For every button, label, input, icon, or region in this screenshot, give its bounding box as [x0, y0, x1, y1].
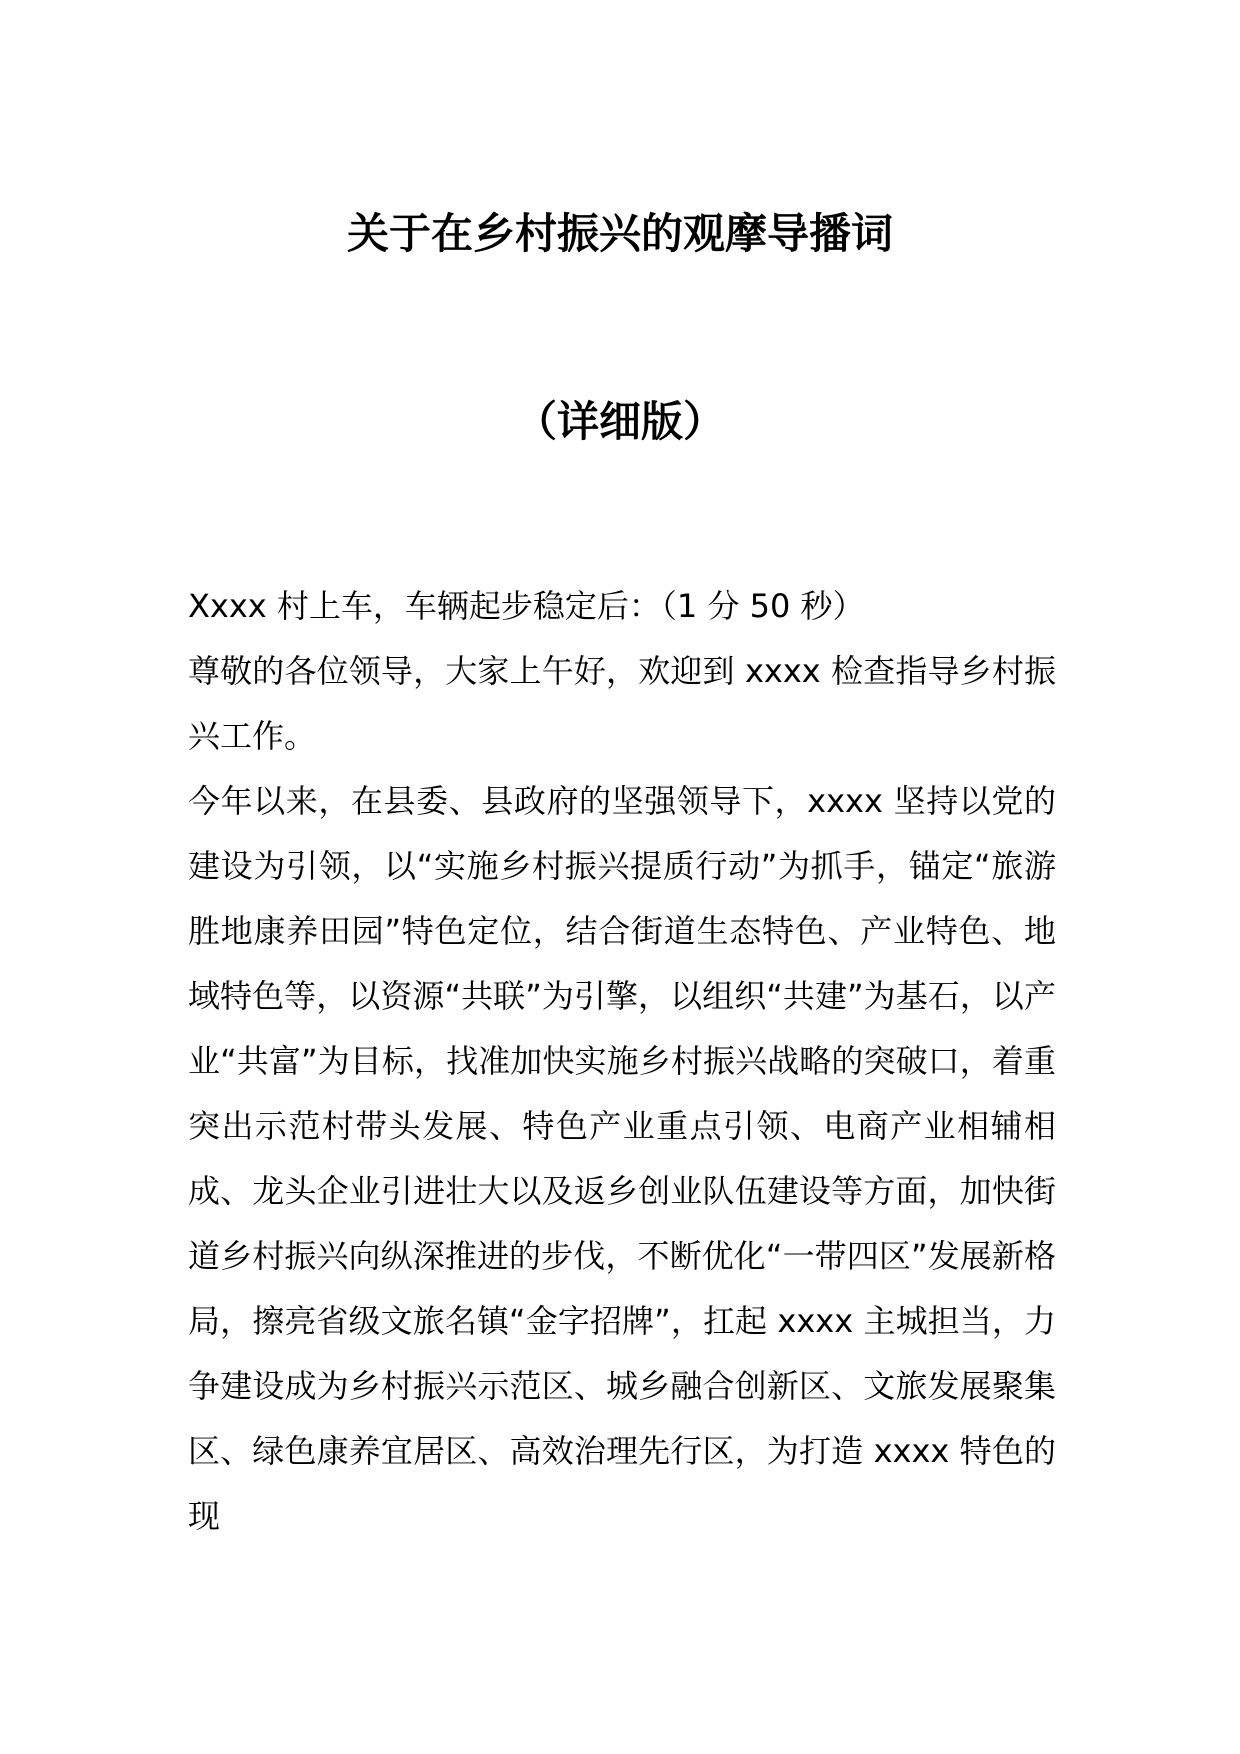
paragraph-greeting: 尊敬的各位领导，大家上午好，欢迎到 xxxx 检查指导乡村振兴工作。 [188, 652, 1056, 755]
document-title: 关于在乡村振兴的观摩导播词 [346, 209, 893, 258]
document-subtitle: （详细版） [514, 397, 725, 446]
paragraph-overview: 今年以来，在县委、县政府的坚强领导下，xxxx 坚持以党的建设为引领，以“实施乡村振兴提质行动”为抓手，锚定“旅游胜地康养田园”特色定位，结合街道生态特色、产业特色、地域特色等，以资源“共联”为引擎，以组织“共建”为基石，以产业“共富”为目标，找准加快实施乡村振兴战略的突破口，着重突出示范村带头发展、特色产业重点引领、电商产业相辅相成、龙头企业引进壮大以及返乡创业队伍建设等方面，加快街道乡村振兴向纵深推进的步伐，不断优化“一带四区”发展新格局，擦亮省级文旅名镇“金字招牌”，扛起 xxxx 主城担当，力争建设成为乡村振兴示范区、城乡融合创新区、文旅发展聚集区、绿色康养宜居区、高效治理先行区，为打造 xxxx 特色的现 [188, 782, 1056, 1535]
document-body [188, 574, 1056, 1549]
paragraph-boarding-note: Xxxx 村上车，车辆起步稳定后：（1 分 50 秒） [188, 587, 865, 625]
